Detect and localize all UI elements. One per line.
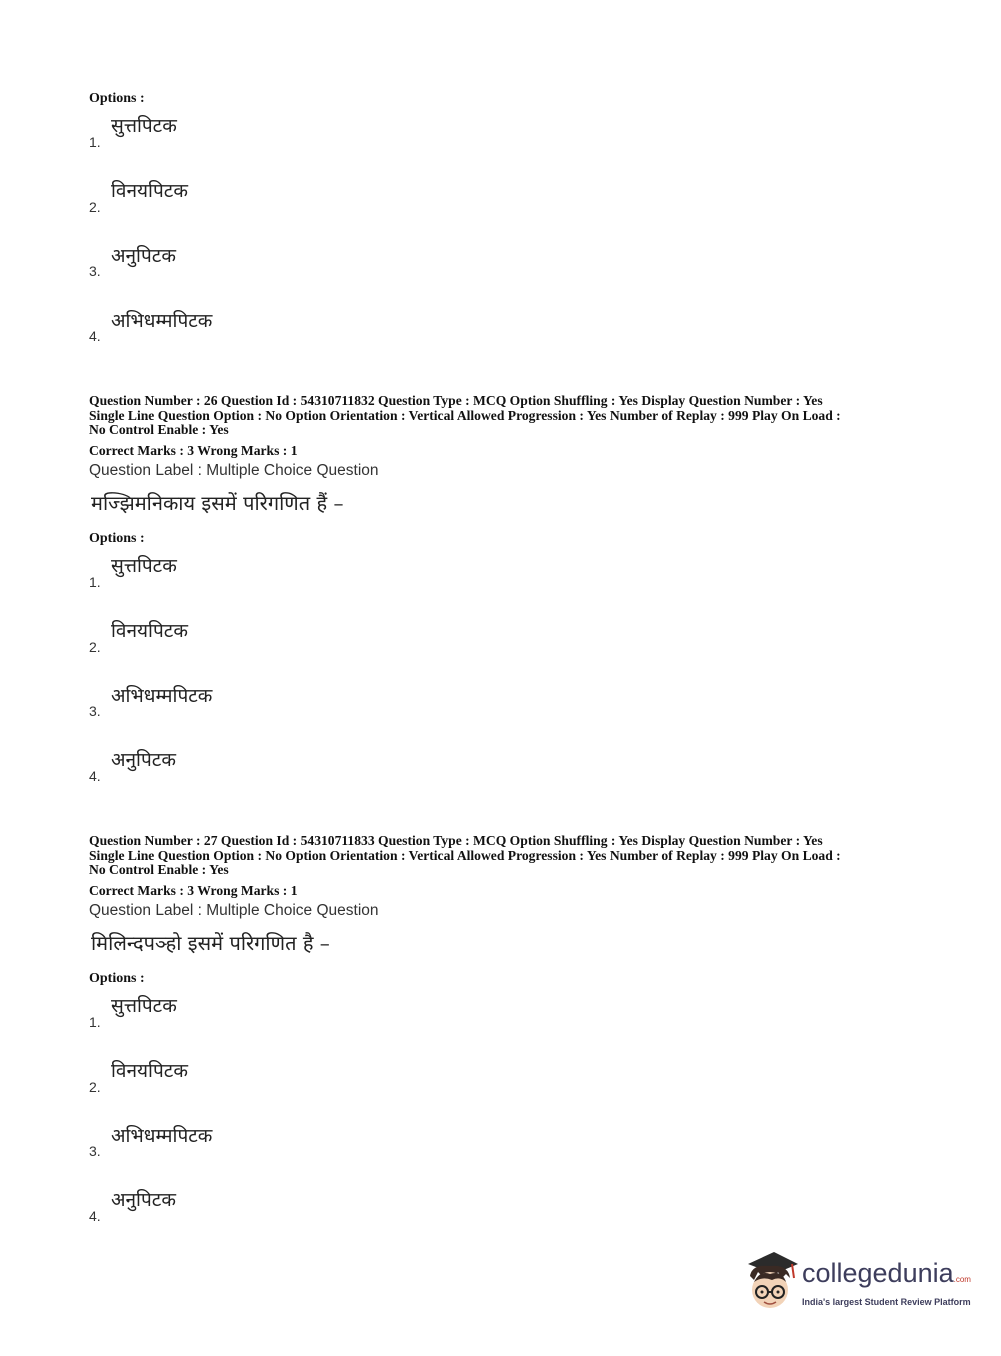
option-3-number: 3. — [89, 263, 101, 279]
question-26-label: Question Label : Multiple Choice Question — [89, 462, 379, 479]
question-27-option-4-text: अनुपिटक — [111, 1189, 176, 1211]
question-27-option-3-text: अभिधम्मपिटक — [111, 1125, 213, 1147]
question-26-text: मज्झिमनिकाय इसमें परिगणित हैं – — [91, 491, 344, 515]
option-4-number: 4. — [89, 328, 101, 344]
question-27-text: मिलिन्दपञ्हो इसमें परिगणित है – — [91, 931, 330, 955]
question-27-options-label: Options : — [89, 971, 145, 986]
options-label: Options : — [89, 91, 145, 106]
question-26-options-label: Options : — [89, 531, 145, 546]
question-27-option-1-text: सुत्तपिटक — [111, 995, 177, 1017]
question-27-marks: Correct Marks : 3 Wrong Marks : 1 — [89, 883, 298, 898]
logo-name: collegedunia — [802, 1258, 954, 1288]
question-26-option-1-number: 1. — [89, 574, 101, 590]
option-3-text: अनुपिटक — [111, 245, 176, 267]
logo-wordmark — [802, 1258, 971, 1289]
question-26-option-3-number: 3. — [89, 703, 101, 719]
question-26-option-3-text: अभिधम्मपिटक — [111, 685, 213, 707]
option-4-text: अभिधम्मपिटक — [111, 310, 213, 332]
question-26-option-4-text: अनुपिटक — [111, 749, 176, 771]
logo-tagline: India's largest Student Review Platform — [802, 1297, 971, 1307]
logo-suffix: .com — [953, 1275, 971, 1284]
question-26-marks: Correct Marks : 3 Wrong Marks : 1 — [89, 443, 298, 458]
option-2-number: 2. — [89, 199, 101, 215]
question-27-option-3-number: 3. — [89, 1143, 101, 1159]
question-26-option-4-number: 4. — [89, 768, 101, 784]
option-1-number: 1. — [89, 134, 101, 150]
question-26-option-2-number: 2. — [89, 639, 101, 655]
question-27-option-2-number: 2. — [89, 1079, 101, 1095]
question-26-option-1-text: सुत्तपिटक — [111, 555, 177, 577]
student-mascot-icon — [742, 1250, 800, 1318]
question-27-label: Question Label : Multiple Choice Question — [89, 902, 379, 919]
question-27-option-1-number: 1. — [89, 1014, 101, 1030]
option-2-text: विनयपिटक — [111, 180, 188, 202]
question-26-meta: Question Number : 26 Question Id : 54310711832 Question Type : MCQ Option Shuffling : Yes Display Question Number : Yes Single Line Question Option : No Option Orientation : Vertical Allowed Progression : Yes Number of Replay : 999 Play On Load : No Control Enable : Yes — [89, 393, 841, 438]
question-27-option-2-text: विनयपिटक — [111, 1060, 188, 1082]
question-26-option-2-text: विनयपिटक — [111, 620, 188, 642]
question-27-option-4-number: 4. — [89, 1208, 101, 1224]
option-1-text: सुत्तपिटक — [111, 115, 177, 137]
collegedunia-logo — [742, 1250, 972, 1320]
question-27-meta: Question Number : 27 Question Id : 54310711833 Question Type : MCQ Option Shuffling : Yes Display Question Number : Yes Single Line Question Option : No Option Orientation : Vertical Allowed Progression : Yes Number of Replay : 999 Play On Load : No Control Enable : Yes — [89, 833, 841, 878]
